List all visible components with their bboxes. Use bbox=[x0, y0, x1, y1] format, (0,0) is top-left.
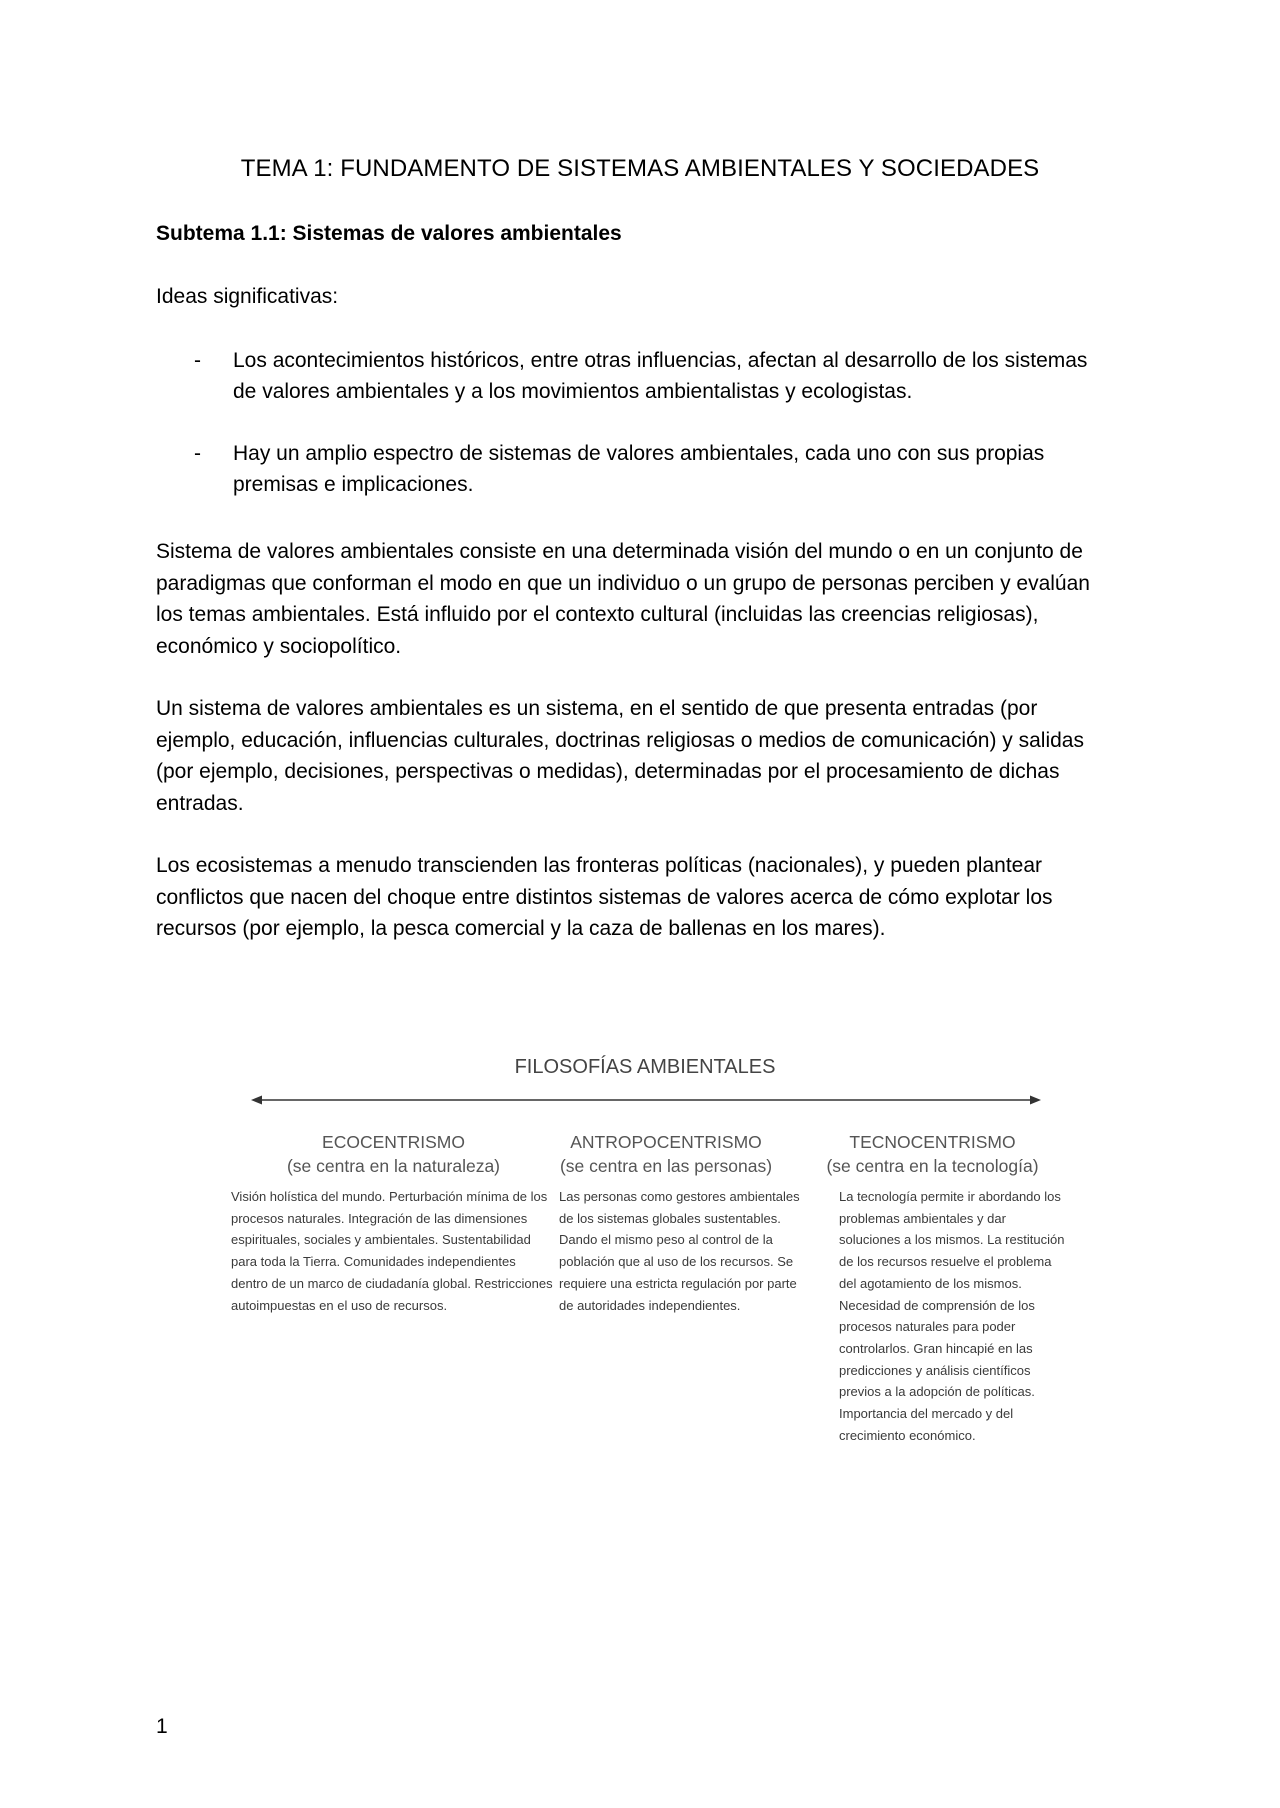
philosophies-figure bbox=[225, 1050, 1065, 1480]
column-antropocentrismo bbox=[525, 1130, 807, 1316]
bullet-dash: - bbox=[194, 442, 201, 465]
page-title: TEMA 1: FUNDAMENTO DE SISTEMAS AMBIENTALES Y SOCIEDADES bbox=[240, 155, 1040, 182]
double-arrow-icon bbox=[251, 1094, 1041, 1106]
list-item bbox=[156, 345, 1116, 407]
column-body: Las personas como gestores ambientales de los sistemas globales sustentables. Dando el mismo peso al control de la población que al uso de los recursos. Se requiere una estricta regulación por parte de autoridades independientes. bbox=[559, 1189, 800, 1313]
column-subheading: (se centra en la tecnología) bbox=[826, 1156, 1039, 1176]
column-ecocentrismo bbox=[231, 1130, 556, 1316]
ideas-label: Ideas significativas: bbox=[156, 285, 339, 308]
column-body: Visión holística del mundo. Perturbación mínima de los procesos naturales. Integración de las dimensiones espirituales, sociales y ambientales. Sustentabilidad para toda la Tierra. Comunidades independientes dentro de un marco de ciudadanía global. Restricciones autoimpuestas en el uso de recursos. bbox=[231, 1189, 553, 1313]
bullet-text: Los acontecimientos históricos, entre otras influencias, afectan al desarrollo de los sistemas de valores ambientales y a los movimientos ambientalistas y ecologistas. bbox=[233, 349, 1088, 403]
column-subheading: (se centra en las personas) bbox=[559, 1156, 773, 1176]
bullet-dash: - bbox=[194, 349, 201, 372]
page-number: 1 bbox=[156, 1715, 168, 1738]
column-heading: TECNOCENTRISMO bbox=[849, 1132, 1016, 1152]
paragraph-ecosystems: Los ecosistemas a menudo transcienden las fronteras políticas (nacionales), y pueden plantear conflictos que nacen del choque entre distintos sistemas de valores acerca de cómo explotar los recursos (por ejemplo, la pesca comercial y la caza de ballenas en los mares). bbox=[156, 854, 1053, 940]
column-heading: ECOCENTRISMO bbox=[322, 1132, 465, 1152]
figure-title: FILOSOFÍAS AMBIENTALES bbox=[514, 1056, 776, 1078]
bullet-text: Hay un amplio espectro de sistemas de valores ambientales, cada uno con sus propias premisas e implicaciones. bbox=[233, 442, 1045, 496]
column-heading: ANTROPOCENTRISMO bbox=[570, 1132, 762, 1152]
column-body: La tecnología permite ir abordando los problemas ambientales y dar soluciones a los mismos. La restitución de los recursos resuelve el problema del agotamiento de los mismos. Necesidad de comprensión de los procesos naturales para poder controlarlos. Gran hincapié en las predicciones y análisis científicos previos a la adopción de políticas. Importancia del mercado y del crecimiento económico. bbox=[839, 1189, 1065, 1443]
column-tecnocentrismo bbox=[800, 1130, 1065, 1446]
subtitle: Subtema 1.1: Sistemas de valores ambientales bbox=[156, 222, 622, 245]
key-ideas-list bbox=[156, 345, 1116, 531]
paragraph-definition: Sistema de valores ambientales consiste en una determinada visión del mundo o en un conjunto de paradigmas que conforman el modo en que un individuo o un grupo de personas perciben y evalúan los temas ambientales. Está influido por el contexto cultural (incluidas las creencias religiosas), económico y sociopolítico. bbox=[156, 540, 1090, 658]
paragraph-system: Un sistema de valores ambientales es un sistema, en el sentido de que presenta entradas (por ejemplo, educación, influencias culturales, doctrinas religiosas o medios de comunicación) y salidas (por ejemplo, decisiones, perspectivas o medidas), determinadas por el procesamiento de dichas entradas. bbox=[156, 697, 1084, 815]
column-subheading: (se centra en la naturaleza) bbox=[286, 1156, 501, 1176]
list-item bbox=[156, 438, 1116, 500]
